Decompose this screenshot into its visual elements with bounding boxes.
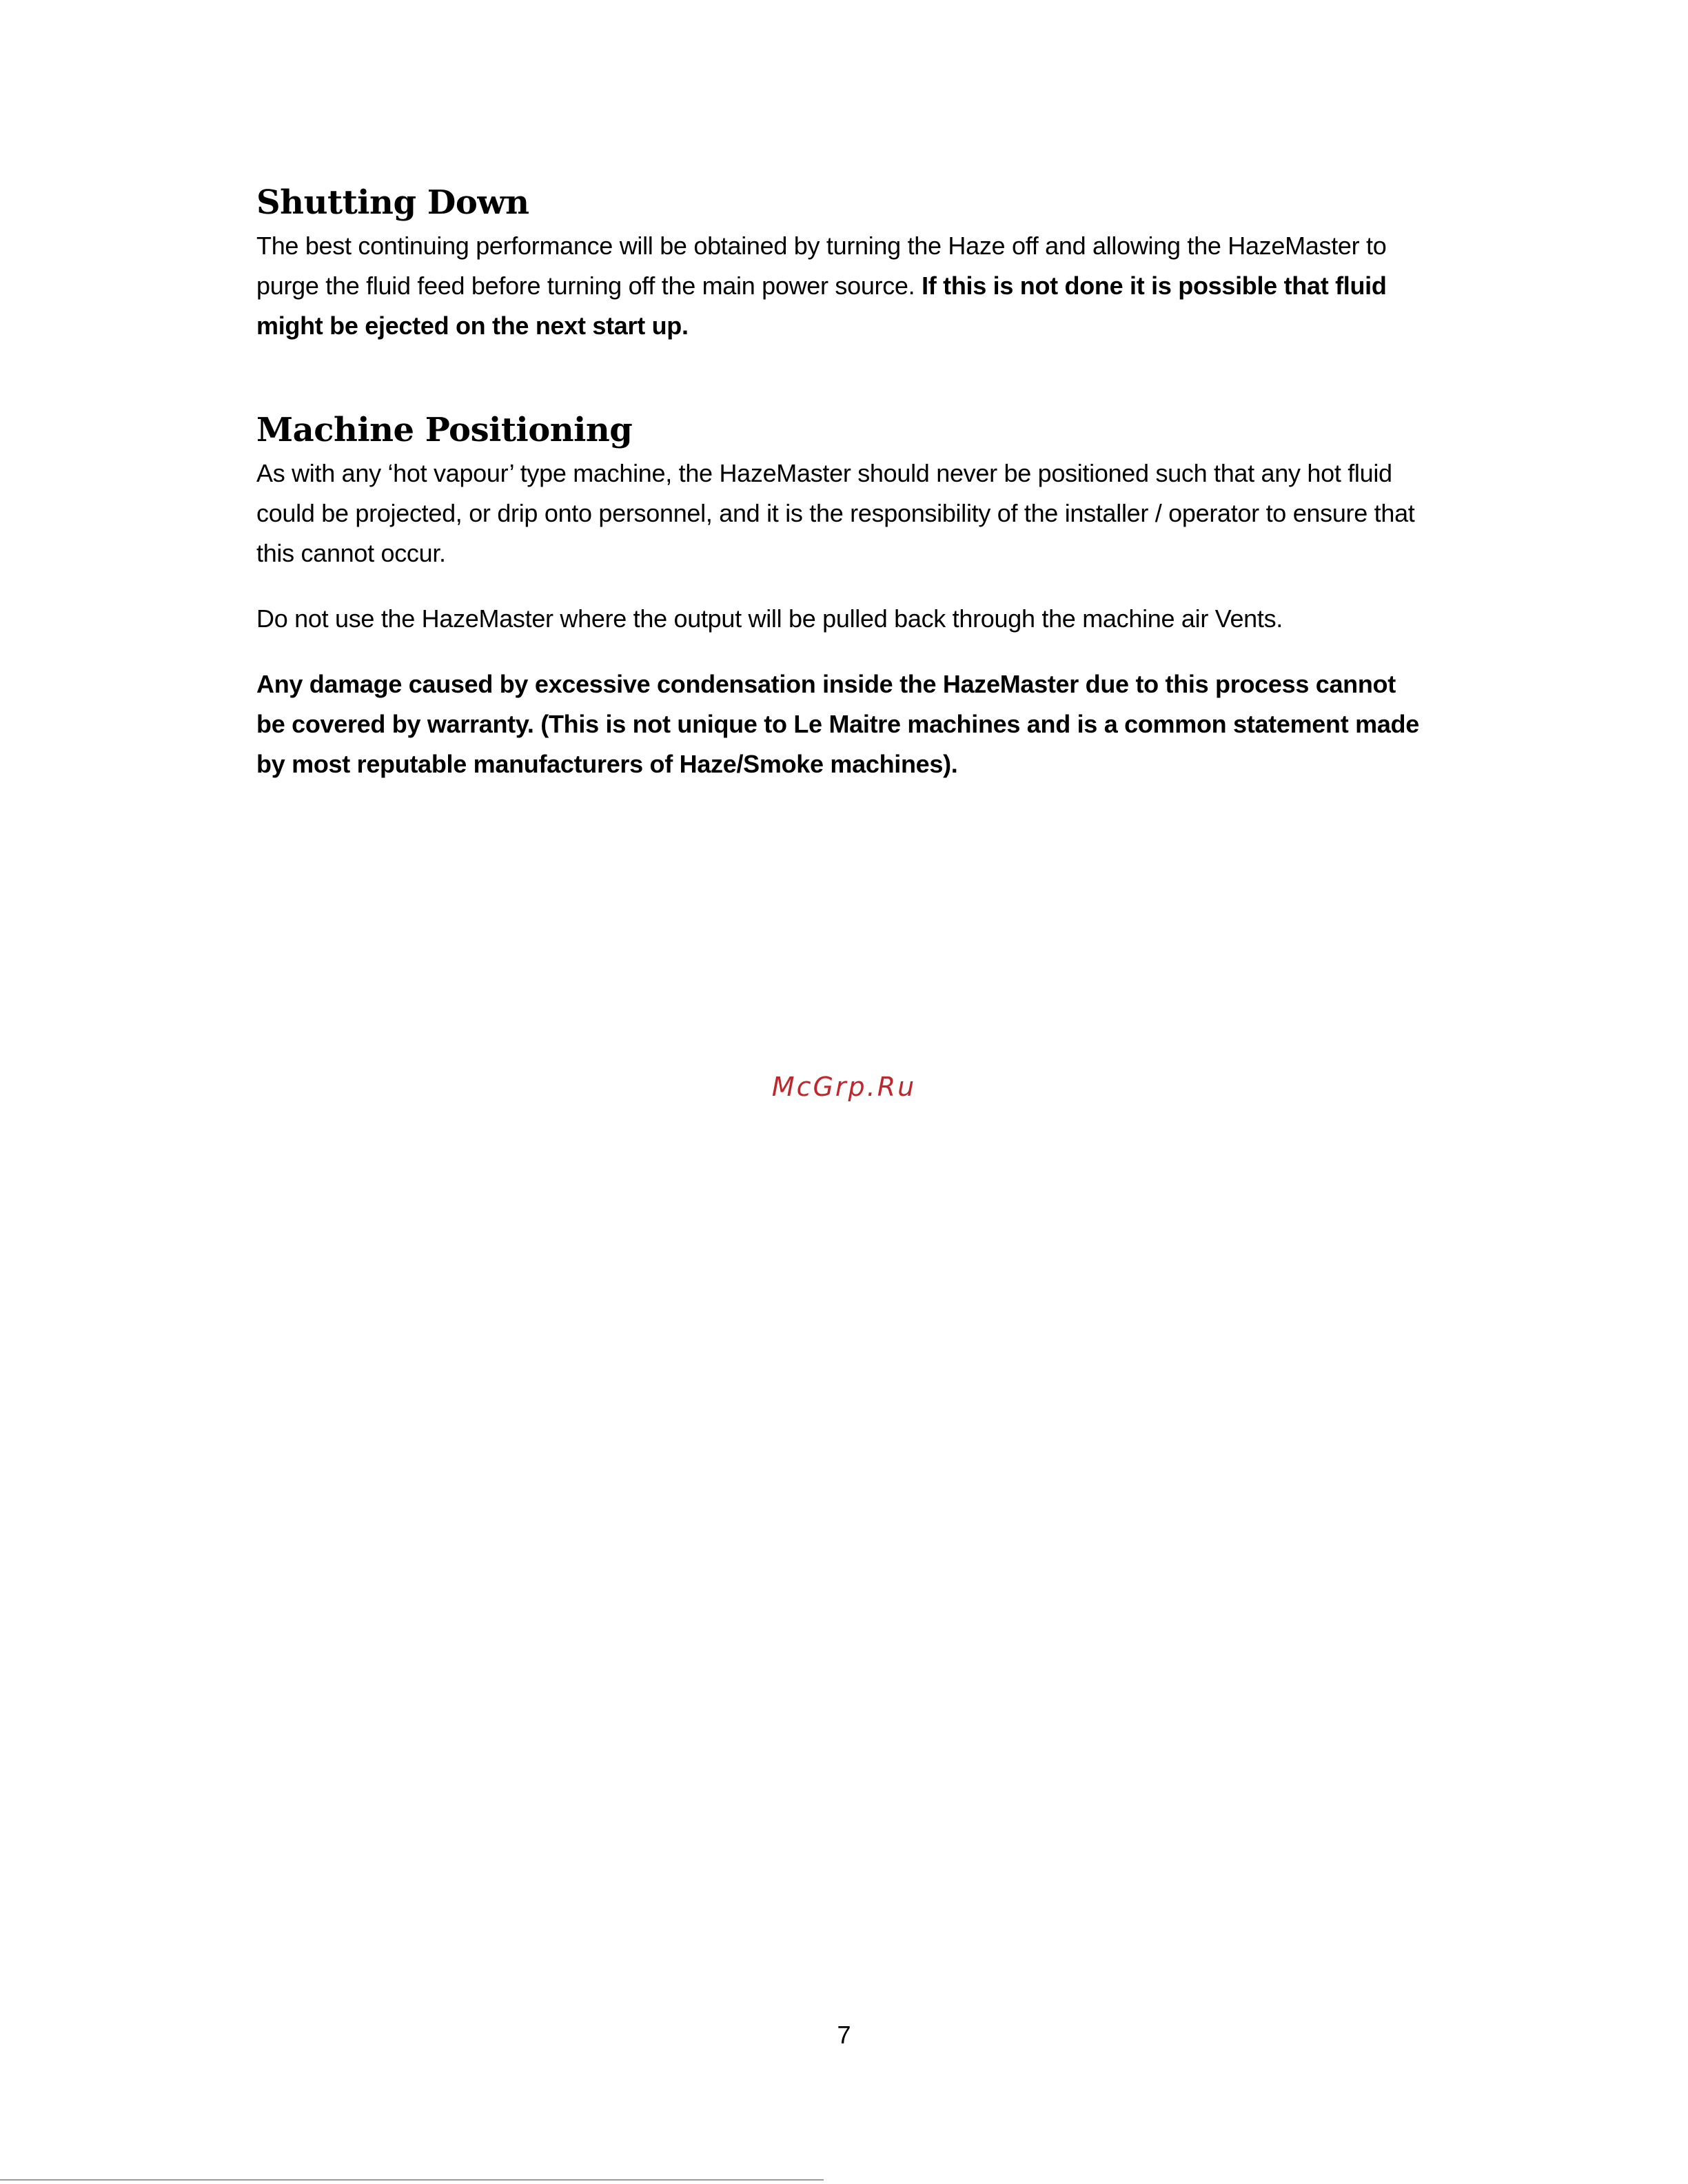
watermark-text: McGrp.Ru xyxy=(771,1072,917,1102)
paragraph xyxy=(256,226,1428,346)
section-shutting-down xyxy=(256,181,1428,346)
section-heading: Shutting Down xyxy=(256,183,529,222)
page-content xyxy=(256,181,1428,784)
paragraph xyxy=(256,664,1428,784)
paragraph: Do not use the HazeMaster where the output will be pulled back through the machine air Vents. xyxy=(256,604,1283,633)
section-heading: Machine Positioning xyxy=(256,411,633,449)
page-number: 7 xyxy=(837,2021,851,2049)
paragraph-text: The best continuing performance will be obtained by turning the Haze off and allowing the HazeMaster to purge the fluid feed before turning off the main power source. xyxy=(256,232,1387,300)
section-machine-positioning xyxy=(256,408,1428,784)
paragraph: As with any ‘hot vapour’ type machine, the HazeMaster should never be positioned such that any hot fluid could be projected, or drip onto personnel, and it is the responsibility of the installer / operator to ensure that this cannot occur. xyxy=(256,459,1415,567)
paragraph-bold-text: Any damage caused by excessive condensation inside the HazeMaster due to this process cannot be covered by warranty. (This is not unique to Le Maitre machines and is a common statement made by most reputable manufacturers of Haze/Smoke machines). xyxy=(256,670,1419,778)
paragraph-bold-text: If this is not done it is possible that fluid might be ejected on the next start up. xyxy=(256,272,1387,340)
bottom-divider xyxy=(0,2179,824,2181)
